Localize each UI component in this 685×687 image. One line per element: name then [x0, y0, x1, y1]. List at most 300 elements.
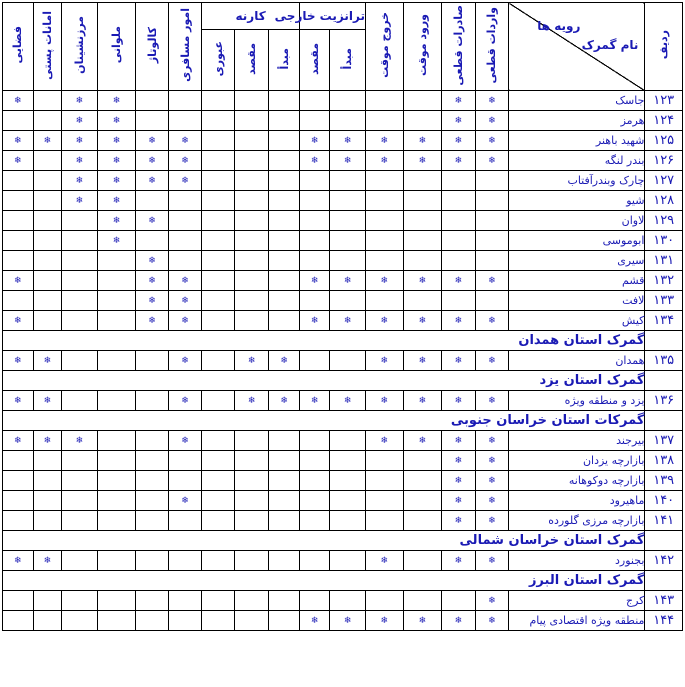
procedure-cell: [475, 131, 509, 151]
procedure-cell: [403, 251, 442, 271]
row-number: ۱۴۰: [645, 491, 683, 511]
procedure-cell: [299, 171, 330, 191]
snowflake-icon: ❄: [488, 495, 496, 506]
procedure-cell: [234, 151, 269, 171]
snowflake-icon: ❄: [488, 355, 496, 366]
customs-name-header: [509, 3, 645, 91]
snowflake-icon: ❄: [181, 175, 189, 186]
procedure-cell: [3, 471, 34, 491]
customs-office-name: همدان: [509, 351, 645, 371]
procedure-cell: [442, 231, 476, 251]
customs-procedures-table: [2, 2, 683, 631]
customs-office-name: ابوموسی: [509, 231, 645, 251]
procedure-cell: [234, 451, 269, 471]
customs-office-name: هرمز: [509, 111, 645, 131]
snowflake-icon: ❄: [148, 175, 156, 186]
procedure-cell: [403, 191, 442, 211]
customs-office-name: بازارچه مرزی گلورده: [509, 511, 645, 531]
border-residents-header: مرزنشینان: [62, 3, 98, 91]
procedure-cell: [330, 131, 366, 151]
procedure-cell: [475, 511, 509, 531]
procedure-cell: [365, 291, 403, 311]
procedure-cell: [269, 611, 299, 631]
procedure-cell: [97, 151, 136, 171]
table-row: [3, 231, 683, 251]
procedure-cell: [269, 431, 299, 451]
snowflake-icon: ❄: [181, 155, 189, 166]
procedure-cell: [403, 391, 442, 411]
snowflake-icon: ❄: [454, 315, 463, 326]
procedure-cell: [442, 291, 476, 311]
customs-office-name: بیرجند: [509, 431, 645, 451]
procedure-cell: [365, 431, 403, 451]
transit-dest-header: مقصد: [299, 30, 330, 91]
snowflake-icon: ❄: [112, 135, 121, 146]
snowflake-icon: ❄: [310, 275, 319, 286]
snowflake-icon: ❄: [14, 315, 22, 326]
procedure-cell: [3, 451, 34, 471]
procedure-cell: [403, 291, 442, 311]
procedure-cell: [33, 131, 61, 151]
passenger-header: امور مسافری: [168, 3, 202, 91]
procedure-cell: [234, 511, 269, 531]
procedure-cell: [33, 91, 61, 111]
procedure-cell: [442, 591, 476, 611]
procedure-cell: [136, 591, 169, 611]
procedure-cell: [3, 251, 34, 271]
customs-office-name: منطقه ویژه اقتصادی پیام: [509, 611, 645, 631]
procedure-cell: [299, 291, 330, 311]
procedure-cell: [202, 491, 235, 511]
snowflake-icon: ❄: [14, 395, 22, 406]
customs-office-name: شهید باهنر: [509, 131, 645, 151]
snowflake-icon: ❄: [454, 115, 463, 126]
procedure-cell: [97, 551, 136, 571]
row-number: ۱۲۶: [645, 151, 683, 171]
procedure-cell: [168, 151, 202, 171]
table-row: [3, 511, 683, 531]
table-row: [3, 351, 683, 371]
procedure-cell: [330, 211, 366, 231]
procedure-cell: [97, 231, 136, 251]
procedure-cell: [475, 591, 509, 611]
procedure-cell: [62, 591, 98, 611]
procedure-cell: [269, 111, 299, 131]
table-row: [3, 291, 683, 311]
procedure-cell: [3, 191, 34, 211]
row-number: ۱۲۴: [645, 111, 683, 131]
procedure-cell: [299, 431, 330, 451]
row-number: ۱۳۸: [645, 451, 683, 471]
procedure-cell: [33, 471, 61, 491]
procedure-cell: [442, 431, 476, 451]
procedure-cell: [365, 391, 403, 411]
procedure-cell: [299, 351, 330, 371]
procedure-cell: [475, 251, 509, 271]
section-row: [3, 531, 683, 551]
snowflake-icon: ❄: [418, 395, 427, 406]
snowflake-icon: ❄: [280, 355, 288, 366]
procedure-cell: [475, 431, 509, 451]
procedure-cell: [202, 431, 235, 451]
procedure-cell: [269, 171, 299, 191]
snowflake-icon: ❄: [343, 315, 352, 326]
procedure-cell: [330, 351, 366, 371]
row-number: ۱۲۹: [645, 211, 683, 231]
customs-office-name: کرج: [509, 591, 645, 611]
snowflake-icon: ❄: [454, 395, 463, 406]
snowflake-icon: ❄: [380, 155, 389, 166]
snowflake-icon: ❄: [343, 275, 352, 286]
procedure-cell: [269, 271, 299, 291]
procedure-cell: [136, 151, 169, 171]
snowflake-icon: ❄: [181, 315, 189, 326]
procedure-cell: [475, 611, 509, 631]
procedure-cell: [330, 491, 366, 511]
procedure-cell: [269, 351, 299, 371]
procedure-cell: [168, 351, 202, 371]
procedure-cell: [365, 451, 403, 471]
procedure-cell: [403, 471, 442, 491]
procedure-cell: [33, 431, 61, 451]
procedure-cell: [62, 291, 98, 311]
snowflake-icon: ❄: [454, 495, 463, 506]
section-row: [3, 411, 683, 431]
procedure-cell: [365, 351, 403, 371]
procedure-cell: [62, 111, 98, 131]
snowflake-icon: ❄: [75, 115, 84, 126]
procedure-cell: [136, 191, 169, 211]
procedure-cell: [33, 231, 61, 251]
procedure-cell: [97, 351, 136, 371]
procedure-cell: [168, 271, 202, 291]
procedure-cell: [62, 211, 98, 231]
customs-office-name: کیش: [509, 311, 645, 331]
table-row: [3, 131, 683, 151]
procedure-cell: [299, 391, 330, 411]
snowflake-icon: ❄: [310, 315, 319, 326]
row-number: ۱۳۵: [645, 351, 683, 371]
snowflake-icon: ❄: [380, 615, 389, 626]
procedure-cell: [299, 611, 330, 631]
snowflake-icon: ❄: [380, 435, 389, 446]
snowflake-icon: ❄: [454, 135, 463, 146]
table-row: [3, 491, 683, 511]
procedure-cell: [136, 611, 169, 631]
procedure-cell: [168, 511, 202, 531]
procedure-cell: [442, 311, 476, 331]
procedure-cell: [269, 451, 299, 471]
procedure-cell: [330, 431, 366, 451]
procedure-cell: [442, 91, 476, 111]
procedure-cell: [475, 151, 509, 171]
snowflake-icon: ❄: [418, 155, 427, 166]
snowflake-icon: ❄: [488, 395, 496, 406]
procedure-cell: [365, 211, 403, 231]
procedure-cell: [475, 491, 509, 511]
procedure-cell: [403, 131, 442, 151]
procedure-cell: [136, 491, 169, 511]
snowflake-icon: ❄: [14, 435, 22, 446]
procedure-cell: [269, 191, 299, 211]
snowflake-icon: ❄: [112, 155, 121, 166]
procedure-cell: [33, 151, 61, 171]
temp-exit-header: خروج موقت: [365, 3, 403, 91]
procedure-cell: [475, 111, 509, 131]
procedure-cell: [299, 471, 330, 491]
snowflake-icon: ❄: [43, 395, 52, 406]
procedure-cell: [299, 151, 330, 171]
procedure-cell: [168, 291, 202, 311]
procedure-cell: [475, 291, 509, 311]
procedure-cell: [168, 131, 202, 151]
snowflake-icon: ❄: [454, 155, 463, 166]
transit-group-header: ترانزیت خارجی: [299, 3, 365, 30]
row-number: ۱۲۸: [645, 191, 683, 211]
procedure-cell: [202, 111, 235, 131]
procedure-cell: [33, 491, 61, 511]
procedure-cell: [168, 391, 202, 411]
procedure-cell: [3, 491, 34, 511]
procedure-cell: [33, 611, 61, 631]
procedure-cell: [442, 191, 476, 211]
procedure-cell: [168, 471, 202, 491]
procedure-cell: [475, 351, 509, 371]
table-row: [3, 271, 683, 291]
procedure-cell: [365, 511, 403, 531]
procedure-cell: [299, 231, 330, 251]
procedure-cell: [136, 391, 169, 411]
procedure-cell: [365, 251, 403, 271]
procedure-cell: [330, 291, 366, 311]
procedure-cell: [234, 391, 269, 411]
snowflake-icon: ❄: [181, 395, 189, 406]
table-row: [3, 91, 683, 111]
procedure-cell: [442, 131, 476, 151]
procedure-cell: [442, 251, 476, 271]
procedure-cell: [269, 231, 299, 251]
procedure-cell: [269, 151, 299, 171]
procedure-cell: [234, 131, 269, 151]
procedure-cell: [403, 211, 442, 231]
procedure-cell: [136, 251, 169, 271]
procedure-cell: [365, 231, 403, 251]
procedure-cell: [475, 271, 509, 291]
procedure-cell: [202, 311, 235, 331]
snowflake-icon: ❄: [148, 295, 156, 306]
procedure-cell: [299, 591, 330, 611]
procedure-cell: [442, 111, 476, 131]
procedure-cell: [299, 191, 330, 211]
procedure-cell: [33, 391, 61, 411]
snowflake-icon: ❄: [488, 615, 496, 626]
section-row-number: [645, 411, 683, 431]
procedure-cell: [3, 551, 34, 571]
procedure-cell: [330, 231, 366, 251]
procedure-cell: [33, 191, 61, 211]
procedure-cell: [475, 451, 509, 471]
customs-office-name: بازارچه یزدان: [509, 451, 645, 471]
procedure-cell: [3, 211, 34, 231]
procedure-cell: [202, 91, 235, 111]
procedure-cell: [62, 171, 98, 191]
procedure-cell: [234, 251, 269, 271]
transit-origin-header: مبدأ: [330, 30, 366, 91]
row-number: ۱۳۶: [645, 391, 683, 411]
procedure-cell: [202, 391, 235, 411]
procedure-cell: [202, 551, 235, 571]
snowflake-icon: ❄: [488, 95, 496, 106]
snowflake-icon: ❄: [112, 215, 121, 226]
procedure-cell: [299, 91, 330, 111]
table-row: [3, 211, 683, 231]
procedure-cell: [33, 111, 61, 131]
snowflake-icon: ❄: [488, 315, 496, 326]
snowflake-icon: ❄: [148, 215, 156, 226]
section-title: گمرک استان یزد: [3, 371, 645, 391]
procedure-cell: [403, 431, 442, 451]
section-title: گمرک استان همدان: [3, 331, 645, 351]
procedure-cell: [97, 131, 136, 151]
row-number: ۱۴۳: [645, 591, 683, 611]
procedure-cell: [365, 311, 403, 331]
snowflake-icon: ❄: [75, 135, 84, 146]
procedure-cell: [299, 451, 330, 471]
procedure-cell: [62, 271, 98, 291]
table-row: [3, 431, 683, 451]
carnet-origin-header: مبدأ: [269, 30, 299, 91]
snowflake-icon: ❄: [247, 395, 256, 406]
procedure-cell: [62, 311, 98, 331]
procedure-cell: [299, 211, 330, 231]
procedure-cell: [475, 211, 509, 231]
row-number: ۱۴۲: [645, 551, 683, 571]
customs-name-label: نام گمرک: [581, 38, 639, 52]
procedure-cell: [136, 131, 169, 151]
procedure-cell: [269, 311, 299, 331]
snowflake-icon: ❄: [181, 495, 189, 506]
procedure-cell: [475, 231, 509, 251]
postal-parcels-header: امانات پستی: [33, 3, 61, 91]
row-number: ۱۳۲: [645, 271, 683, 291]
table-header: [3, 3, 683, 91]
procedure-cell: [330, 271, 366, 291]
procedure-cell: [33, 171, 61, 191]
procedure-cell: [365, 171, 403, 191]
procedure-cell: [3, 111, 34, 131]
procedure-cell: [202, 191, 235, 211]
procedure-cell: [3, 431, 34, 451]
carnet-dest-header: مقصد: [234, 30, 269, 91]
procedure-cell: [136, 351, 169, 371]
procedure-cell: [234, 171, 269, 191]
procedure-cell: [234, 311, 269, 331]
row-number: ۱۳۴: [645, 311, 683, 331]
procedure-cell: [403, 231, 442, 251]
procedure-cell: [442, 271, 476, 291]
snowflake-icon: ❄: [488, 135, 496, 146]
procedure-cell: [299, 131, 330, 151]
snowflake-icon: ❄: [418, 275, 427, 286]
procedure-cell: [3, 311, 34, 331]
procedure-cell: [33, 291, 61, 311]
procedure-cell: [234, 431, 269, 451]
seamen-header: ملوانی: [97, 3, 136, 91]
procedure-cell: [330, 191, 366, 211]
snowflake-icon: ❄: [488, 515, 496, 526]
customs-office-name: لافت: [509, 291, 645, 311]
snowflake-icon: ❄: [418, 435, 427, 446]
procedure-cell: [136, 551, 169, 571]
table-row: [3, 311, 683, 331]
procedure-cell: [202, 591, 235, 611]
procedure-cell: [403, 91, 442, 111]
procedure-cell: [403, 611, 442, 631]
procedure-cell: [136, 451, 169, 471]
table-row: [3, 171, 683, 191]
procedure-cell: [97, 431, 136, 451]
snowflake-icon: ❄: [488, 275, 496, 286]
import-final-header: واردات قطعی: [475, 3, 509, 91]
snowflake-icon: ❄: [488, 455, 496, 466]
snowflake-icon: ❄: [454, 455, 463, 466]
air-header: فضایی: [3, 3, 34, 91]
snowflake-icon: ❄: [488, 555, 496, 566]
snowflake-icon: ❄: [14, 555, 22, 566]
snowflake-icon: ❄: [380, 135, 389, 146]
procedure-cell: [3, 391, 34, 411]
procedure-cell: [62, 491, 98, 511]
procedure-cell: [442, 551, 476, 571]
procedure-cell: [97, 611, 136, 631]
snowflake-icon: ❄: [454, 555, 463, 566]
snowflake-icon: ❄: [310, 395, 319, 406]
procedure-cell: [33, 311, 61, 331]
procedure-cell: [269, 291, 299, 311]
procedure-cell: [202, 171, 235, 191]
procedure-cell: [234, 291, 269, 311]
procedure-cell: [136, 231, 169, 251]
row-number: ۱۲۷: [645, 171, 683, 191]
procedure-cell: [299, 491, 330, 511]
procedure-cell: [403, 171, 442, 191]
row-number: ۱۴۱: [645, 511, 683, 531]
snowflake-icon: ❄: [380, 395, 389, 406]
export-final-header: صادرات قطعی: [442, 3, 476, 91]
snowflake-icon: ❄: [343, 615, 352, 626]
procedure-cell: [62, 231, 98, 251]
procedure-cell: [269, 491, 299, 511]
procedure-cell: [97, 591, 136, 611]
snowflake-icon: ❄: [247, 355, 256, 366]
customs-office-name: لاوان: [509, 211, 645, 231]
procedure-cell: [33, 451, 61, 471]
section-row: [3, 371, 683, 391]
section-title: گمرک استان البرز: [3, 571, 645, 591]
procedure-cell: [299, 511, 330, 531]
snowflake-icon: ❄: [488, 115, 496, 126]
procedure-cell: [299, 311, 330, 331]
procedure-cell: [234, 491, 269, 511]
procedure-cell: [168, 551, 202, 571]
procedure-cell: [202, 271, 235, 291]
procedure-cell: [403, 311, 442, 331]
snowflake-icon: ❄: [454, 275, 463, 286]
snowflake-icon: ❄: [488, 595, 496, 606]
customs-office-name: بازارچه دوکوهانه: [509, 471, 645, 491]
procedure-cell: [33, 591, 61, 611]
procedure-cell: [33, 351, 61, 371]
